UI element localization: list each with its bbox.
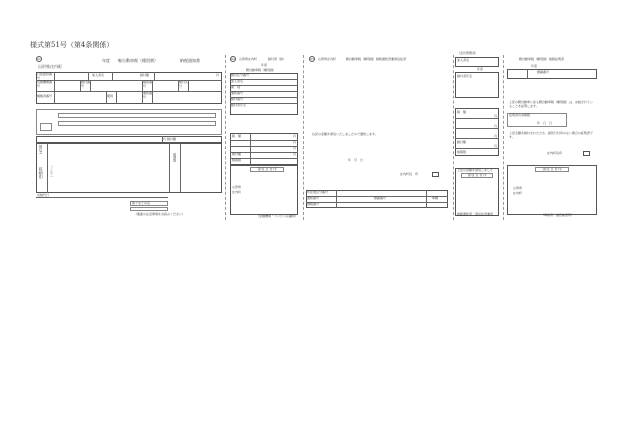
issuer-name: 山形県庄内町 — [318, 57, 337, 61]
slip-amount-label: 納期限 — [232, 158, 242, 162]
confirm-number-label: 確認番号 — [143, 80, 153, 88]
part-number-badge: 01 — [37, 57, 41, 61]
subscriber-label: 加入者名 — [92, 73, 105, 77]
notice-part-3 — [306, 55, 451, 218]
convenience-label: コンビニ — [49, 165, 54, 177]
stub-amount-label: 納期限 — [457, 150, 467, 154]
mayor-seal-label: 庄内町長印 — [547, 151, 563, 155]
year-label: 年度 — [261, 63, 268, 67]
year-label: 年度 — [531, 64, 538, 68]
slip-row-label: 納付区分番号 — [231, 73, 250, 77]
footer-note: （裏面の注意事項をお読みください） — [134, 212, 186, 216]
receipt-title: 軽自動車税（種別割）納税通知書兼領収証書 — [346, 57, 407, 61]
mayor-seal-label: 庄内町長 印 — [400, 172, 419, 176]
issuer-name: 山形県庄内町 — [239, 57, 258, 61]
total-amount-label: 円 納付額 — [163, 137, 176, 141]
town-name: 庄内町 — [513, 191, 523, 195]
collection-area — [36, 143, 222, 193]
vehicle-kind-label: 車種 — [432, 196, 439, 200]
yen-unit: 円 — [293, 140, 297, 144]
vehicle-row-label: 通知番号 — [307, 196, 320, 200]
account-number-label: 口座振替番号 — [37, 72, 53, 80]
seal-stamp — [432, 172, 439, 177]
payment-amount-label: 納付額 — [140, 73, 150, 77]
due-date-vertical-label: 納期限 — [172, 153, 177, 162]
certificate-title: 軽自動車税（種別割）納税証明書 — [519, 57, 565, 61]
town-name: 庄内町 — [232, 190, 242, 194]
receipt-stamp-label: 収納印 — [38, 167, 44, 179]
collector-label: 収納代行 — [37, 193, 50, 197]
notice-number-label: 通知番号 — [143, 91, 153, 99]
part-number-badge: 03 — [310, 57, 314, 61]
header-grid — [36, 72, 222, 104]
seal-stamp — [583, 151, 590, 156]
yen-unit: 円 — [293, 152, 297, 156]
tax-name: 軽自動車税（種別割） — [246, 68, 277, 72]
notice-part-5 — [505, 55, 603, 218]
stub-receipt-head: 上記の金額を領収しました — [457, 168, 494, 172]
yen-unit: 円 — [293, 134, 297, 138]
yen-unit: 円 — [216, 73, 220, 77]
notice-text: 右記の金額を領収いたしましたので通知します。 — [312, 132, 378, 136]
vehicle-row-label: 課税番号 — [307, 202, 320, 206]
validity-label: 証明書有効期限 — [509, 113, 531, 117]
town-name: 山形県 — [513, 186, 523, 190]
yen-unit: 円 — [494, 144, 498, 148]
footer-note: （車検用・継続検査用） — [541, 213, 575, 217]
notice-date: 年 月 日 — [348, 158, 364, 162]
slip-row-label: 期 別 — [231, 85, 241, 89]
certificate-note: 上記全額を納付されたため、振替日付印のない場合の証明書です。 — [509, 131, 593, 139]
plate-box — [507, 69, 597, 79]
tax-name: 軽自動車税（種別割） — [118, 58, 158, 63]
creditor-number-label: 債権者番号 — [37, 94, 53, 98]
notice-part-1 — [30, 55, 222, 218]
agent-note: 取りまとめ店 — [132, 201, 151, 205]
notice-part-2 — [228, 55, 300, 218]
vehicle-row-label: 所在地区分番号 — [307, 190, 329, 194]
slip-row-label: 納付番号 — [231, 97, 244, 101]
period-label: 期別 — [107, 94, 114, 98]
slip-row-label: 納付者氏名 — [231, 103, 247, 107]
receipt-stamp-label: 領 収 日 付 印 — [257, 167, 277, 171]
year-label: 年度 — [102, 58, 110, 63]
page-title: 様式第51号（第4条関係） — [30, 41, 114, 49]
certificate-text: 上記の軽自動車に係る軽自動車税（種別割）は、完納されていることを証明します。 — [509, 100, 594, 108]
agency-number-label: 収納機関番号 — [37, 80, 53, 88]
validity-date: 年 日 日 — [537, 121, 553, 125]
subscriber-label: 加入者名 — [457, 58, 470, 62]
yen-unit: 円 — [494, 124, 498, 128]
payment-class-label: 納付区分 — [179, 80, 189, 88]
agent-box-2 — [130, 207, 168, 211]
yen-unit: 円 — [494, 114, 498, 118]
stub-amount-label: 納付額 — [457, 140, 467, 144]
slip-vertical-label: 納付書 — [38, 145, 43, 154]
receipt-stamp-label: 領 収 日 付 印 — [542, 167, 562, 171]
plate-number-label: 標識番号 — [374, 196, 387, 200]
notice-title: 納税通知書 — [180, 58, 200, 63]
slip-copy-title: 納付書（控） — [268, 57, 287, 61]
yen-unit: 円 — [494, 134, 498, 138]
stub-amount-label: 税 額 — [457, 110, 467, 114]
year-label: 年度 — [477, 67, 484, 71]
amount-strip — [36, 136, 222, 143]
notice-part-4 — [455, 51, 501, 218]
payer-name-label: 納付者氏名 — [457, 74, 473, 78]
slip-amount-label: 納付額 — [232, 152, 242, 156]
footer-note: （金融機関・コンビニ店舗用） — [256, 214, 299, 218]
treasurer-label: （会計管理者） — [457, 51, 479, 55]
issuer-name: 山形県庄内町 — [38, 64, 62, 69]
payment-number-label: 納付番号 — [81, 80, 91, 88]
plate-number-label: 標識番号 — [537, 70, 550, 74]
ocr-line-2 — [58, 121, 216, 126]
footer-note: 納税通知書・領収証書兼用 — [457, 212, 494, 216]
receipt-stamp-label: 領 収 日 付 印 — [467, 173, 487, 177]
corner-mark — [40, 123, 52, 131]
slip-amount-label: 税 額 — [232, 134, 242, 138]
ocr-line-1 — [58, 113, 216, 118]
yen-unit: 円 — [293, 146, 297, 150]
part-number-badge: 02 — [231, 57, 235, 61]
town-name: 山形県 — [232, 185, 242, 189]
slip-row-label: 通知番号 — [231, 91, 244, 95]
slip-row-label: 加入者名 — [231, 79, 244, 83]
